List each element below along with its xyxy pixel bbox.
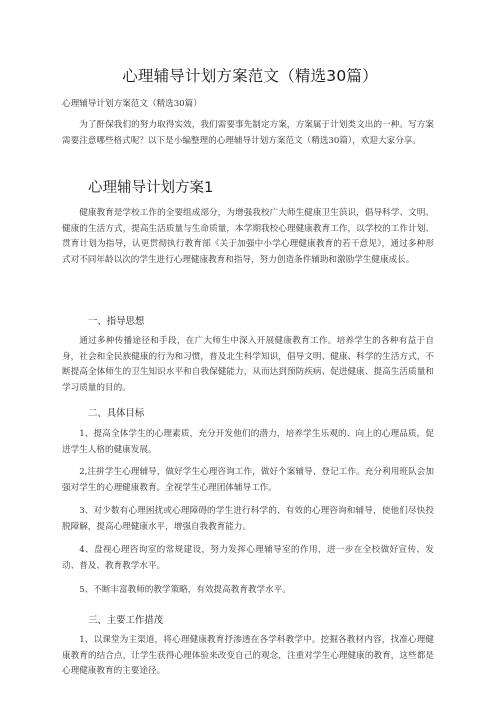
guiding-paragraph: 通过多种传播途径和手段，在广大师生中深入开展健康教育工作。培养学生的各种有益于自身，社会和全民族健康的行为和习惯，普及北生科学知识，倡导文明、健康、科学的生活方式，不断提高全体师生的卫生知识水平和自我保健能力，从而达到预防疾病、促进健康、提高生活质量和学习质量的目的。 <box>62 336 434 393</box>
heading-measures: 三、主要工作措茂 <box>88 615 164 626</box>
goal-item-5: 5、不断丰富教师的教学策略，有效提高教育教学水平。 <box>79 585 291 595</box>
main-paragraph: 健康教育是学校工作的全要组成部分，为增强我校广大师生健康卫生葓识，倡导科学、文明、健康的生活方式，提高生活质量与生命质量，本学期我校心理健康教育工作，以学校的工作计划、贯育计划为指导，认更贯彻执行教育部《关于加强中小学心理健康教育的若干意见》，通过多种形式对不同年龄以次的学生进行心理健康教育和指导，努力创造条件辅助和激励学生健康成长。 <box>62 208 434 265</box>
section-heading: 心理辅导计划方案1 <box>88 180 214 196</box>
goal-item-2: 2,注拼学生心理辅导，做好学生心理咨询工作，做好个案辅导、登记工作。充分利用班队会加强对学生的心理健康教育。全视学生心理团体辅导工作。 <box>62 467 434 493</box>
measure-item-1: 1、以课堂为主渠道，将心理健康教育抒渗透在各学科教学中。挖掘各教材内容，找准心理健康教育的结合点，让学生获得心理体验来改变自己的观念，注重对学生心理健康的教育，这些都是心理健康教育的主要途径。 <box>62 635 434 677</box>
goal-item-3: 3、对少数有心理困扰或心理障碍的学生进行科学的、有效的心理咨询和辅导，使他们尽快投脱障解，提高心理健康水平，增强自我教育能力。 <box>62 506 434 532</box>
heading-guiding: 一、指导思想 <box>88 316 145 327</box>
document-title: 心理辅导计划方案范文（精选30篇） <box>122 67 378 85</box>
document-subtitle: 心理辅导计划方案范文（精选30篇） <box>62 99 202 109</box>
heading-goals: 二、具体目标 <box>88 408 145 419</box>
goal-item-1: 1、提高全体学生的心理素质，充分开发他们的潜力，培养学生乐观的、向上的心理品质，促进学生人格的健康发展。 <box>62 429 434 455</box>
intro-paragraph: 为了酐保我们的努力取得实效，我们需要事先制定方案，方案属于计划类文出的一种。写方案需要注意哪些格式呢？以下是小编整理的心理辅导计划方案范文（精选30篇），欢迎大家分享。 <box>62 120 434 146</box>
goal-item-4: 4、盘视心理咨询室的常规建设，努力发挥心理辅导室的作用，进一步在全校做好宣传、发动、普及、教育教学水平。 <box>62 545 434 571</box>
